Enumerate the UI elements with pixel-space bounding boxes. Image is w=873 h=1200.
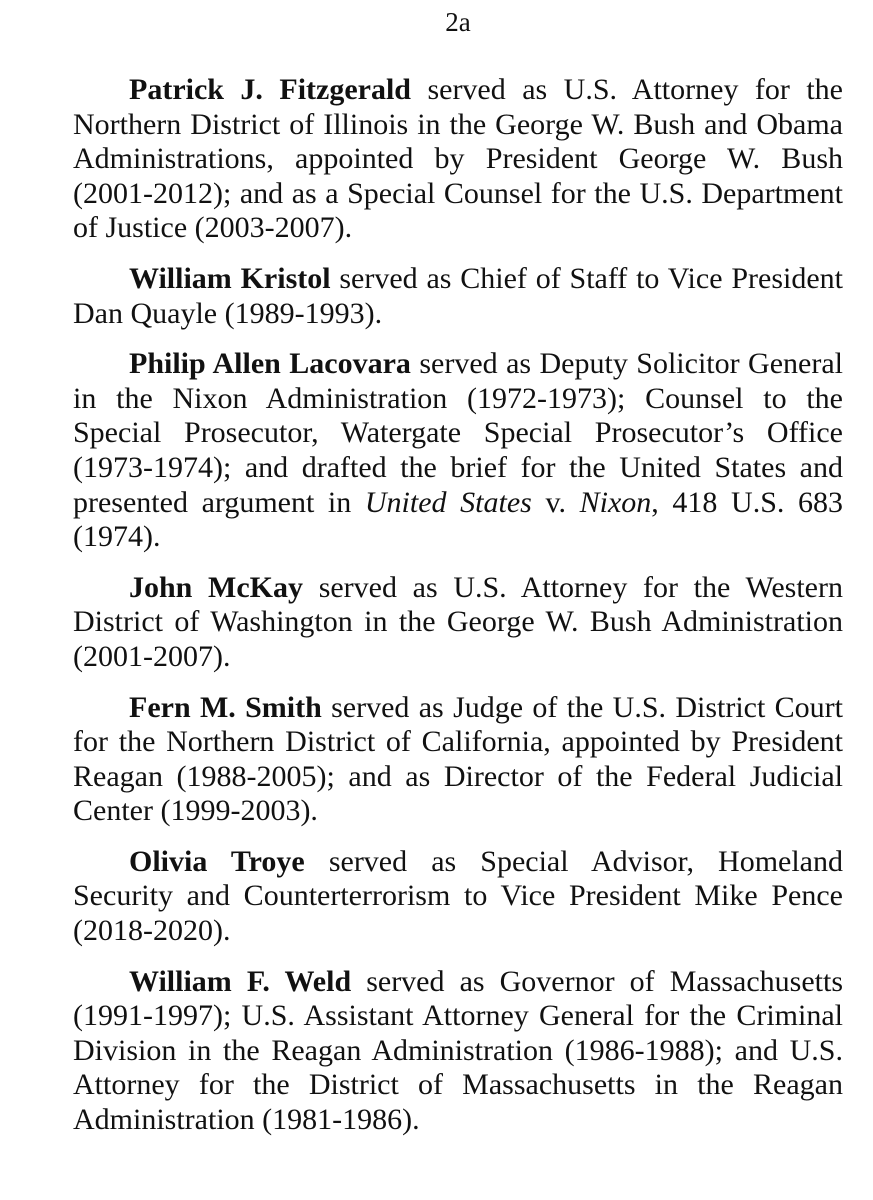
entry-name: Patrick J. Fitzgerald xyxy=(129,73,411,106)
entry-troye xyxy=(73,845,843,949)
entry-kristol xyxy=(73,262,843,331)
entry-text: served as Deputy Solicitor General in the Nixon Administration (1972-1973); Counsel to the Special Prosecutor, Watergate Special Prosecutor’s Office (1973-1974); and drafted the brief for the United States and presented argument in xyxy=(73,347,843,519)
entry-text: served as Governor of Massachusetts (1991-1997); U.S. Assistant Attorney General for the Criminal Division in the Reagan Administration (1986-1988); and U.S. Attorney for the District of Massachusetts in the Reagan Administration (1981-1986). xyxy=(73,964,844,1137)
entry-name: William F. Weld xyxy=(129,964,352,998)
entry-text: served as Chief of Staff to Vice President Dan Quayle (1989-1993). xyxy=(73,261,843,330)
entry-lacovara xyxy=(73,347,843,555)
case-citation: , 418 U.S. 683 (1974). xyxy=(73,485,844,554)
entry-name: William Kristol xyxy=(129,261,331,295)
entry-name: Olivia Troye xyxy=(129,844,305,878)
case-name-party-1: United States xyxy=(364,485,532,519)
entry-fitzgerald xyxy=(73,73,843,246)
entry-text: served as Special Advisor, Homeland Security and Counterterrorism to Vice President Mike Pence (2018-2020). xyxy=(73,844,843,948)
entry-text: served as Judge of the U.S. District Court for the Northern District of California, appointed by President Reagan (1988-2005); and as Director of the Federal Judicial Center (1999-2003). xyxy=(73,690,843,828)
entry-weld xyxy=(73,965,843,1138)
page-number: 2a xyxy=(445,7,471,37)
entry-name: John McKay xyxy=(129,570,304,604)
entry-smith xyxy=(73,691,843,829)
entry-name: Fern M. Smith xyxy=(129,690,322,724)
case-name-versus: v. xyxy=(531,485,580,519)
entry-text: served as U.S. Attorney for the Northern District of Illinois in the George W. Bush and Obama Administrations, appointed by President George W. Bush (2001-2012); and as a Special Counsel for the U.S. Department of Justice (2003-2007). xyxy=(73,73,843,245)
entry-mckay xyxy=(73,571,843,675)
entry-name: Philip Allen Lacovara xyxy=(129,347,411,381)
entry-text: served as U.S. Attorney for the Western District of Washington in the George W. Bush Administration (2001-2007). xyxy=(73,570,843,673)
case-name-party-2: Nixon xyxy=(579,485,652,519)
